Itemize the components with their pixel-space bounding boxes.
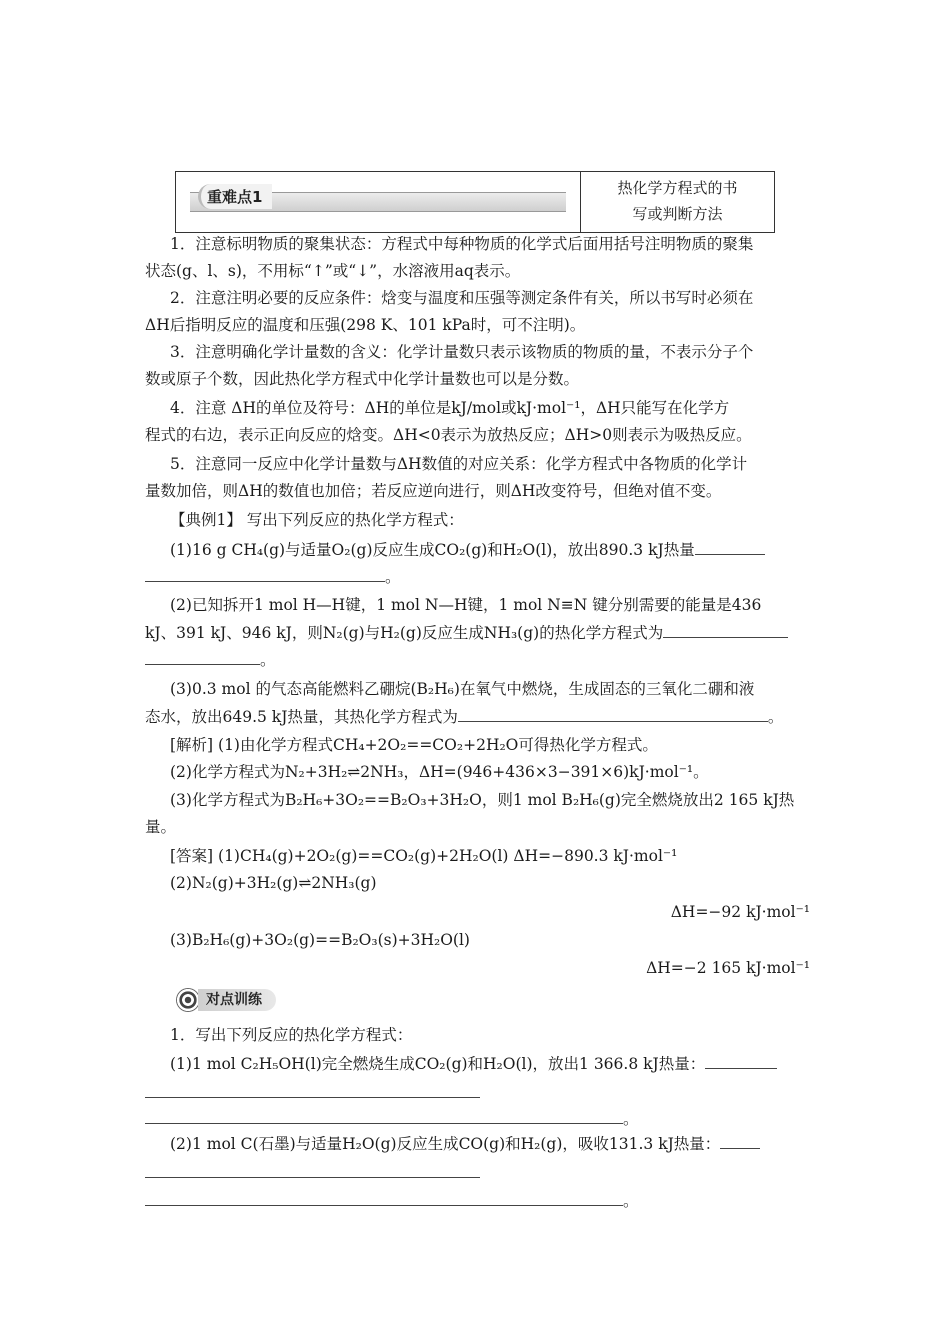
practice-q2-text: (2)1 mol C(石墨)与适量H₂O(g)反应生成CO(g)和H₂(g)，吸收131.3 kJ热量： xyxy=(170,1135,721,1153)
point-3-line-1: 3．注意明确化学计量数的含义：化学计量数只表示该物质的物质的量，不表示分子个 xyxy=(170,343,754,361)
example-intro: 【典例1】 写出下列反应的热化学方程式： xyxy=(170,511,464,529)
point-4-line-1: 4．注意 ΔH的单位及符号：ΔH的单位是kJ/mol或kJ·mol⁻¹，ΔH只能写在化学方 xyxy=(170,399,730,417)
section-badge: 重难点1 xyxy=(198,184,272,209)
analysis-line-3: (3)化学方程式为B₂H₆+3O₂==B₂O₃+3H₂O，则1 mol B₂H₆(g)完全燃烧放出2 165 kJ热 xyxy=(170,791,795,809)
section-header-box xyxy=(175,171,775,233)
example-q3-line-1: (3)0.3 mol 的气态高能燃料乙硼烷(B₂H₆)在氧气中燃烧，生成固态的三氧化二硼和液 xyxy=(170,680,755,698)
period: 。 xyxy=(767,708,784,726)
point-3-line-2: 数或原子个数，因此热化学方程式中化学计量数也可以是分数。 xyxy=(145,370,580,388)
practice-q2-blank-line-1 xyxy=(145,1160,810,1185)
answer-line-3-enthalpy: ΔH=−2 165 kJ·mol⁻¹ xyxy=(646,959,810,977)
point-5-line-2: 量数加倍，则ΔH的数值也加倍；若反应逆向进行，则ΔH改变符号，但绝对值不变。 xyxy=(145,482,722,500)
practice-q1 xyxy=(170,1051,810,1076)
analysis-line-1: [解析] (1)由化学方程式CH₄+2O₂==CO₂+2H₂O可得热化学方程式。 xyxy=(170,736,658,754)
example-q2-line-1: (2)已知拆开1 mol H—H键，1 mol N—H键，1 mol N≡N 键分别需要的能量是436 xyxy=(170,596,762,614)
target-icon xyxy=(176,988,200,1012)
answer-blank[interactable] xyxy=(145,564,385,582)
example-q3-text: 态水，放出649.5 kJ热量，其热化学方程式为 xyxy=(145,708,458,726)
example-q1 xyxy=(170,537,810,562)
period: 。 xyxy=(260,651,276,669)
practice-badge: 对点训练 xyxy=(198,989,276,1011)
answer-blank[interactable] xyxy=(145,1188,623,1206)
answer-line-1: [答案] (1)CH₄(g)+2O₂(g)==CO₂(g)+2H₂O(l) ΔH=−890.3 kJ·mol⁻¹ xyxy=(170,847,678,865)
answer-line-2: (2)N₂(g)+3H₂(g)⇌2NH₃(g) xyxy=(170,874,377,892)
answer-blank[interactable] xyxy=(705,1051,777,1069)
practice-q1-text: (1)1 mol C₂H₅OH(l)完全燃烧生成CO₂(g)和H₂O(l)，放出1 366.8 kJ热量： xyxy=(170,1055,706,1073)
section-title-line2: 写或判断方法 xyxy=(632,205,723,223)
answer-blank[interactable] xyxy=(145,1160,480,1178)
example-q1-blank-line xyxy=(145,564,810,589)
answer-blank[interactable] xyxy=(720,1131,760,1149)
example-q3-line-2 xyxy=(145,704,810,729)
practice-q2 xyxy=(170,1131,810,1156)
practice-q2-blank-line-2 xyxy=(145,1188,810,1213)
answer-line-3: (3)B₂H₆(g)+3O₂(g)==B₂O₃(s)+3H₂O(l) xyxy=(170,931,470,949)
point-1-line-1: 1．注意标明物质的聚集状态：方程式中每种物质的化学式后面用括号注明物质的聚集 xyxy=(170,235,754,253)
answer-blank[interactable] xyxy=(663,620,788,638)
practice-header xyxy=(176,987,276,1013)
answer-blank[interactable] xyxy=(145,1080,480,1098)
section-title-line1: 热化学方程式的书 xyxy=(617,179,738,197)
period: 。 xyxy=(385,568,401,586)
answer-blank[interactable] xyxy=(458,704,768,722)
practice-intro: 1．写出下列反应的热化学方程式： xyxy=(170,1026,413,1044)
period: 。 xyxy=(623,1192,639,1210)
point-1-line-2: 状态(g、l、s)，不用标“↑”或“↓”，水溶液用aq表示。 xyxy=(145,262,521,280)
section-title xyxy=(581,175,774,227)
period: 。 xyxy=(623,1110,639,1128)
answer-blank[interactable] xyxy=(695,537,765,555)
point-5-line-1: 5．注意同一反应中化学计量数与ΔH数值的对应关系：化学方程式中各物质的化学计 xyxy=(170,455,748,473)
example-q2-line-2 xyxy=(145,620,810,645)
example-q2-blank-line xyxy=(145,647,810,672)
example-q2-text: kJ、391 kJ、946 kJ，则N₂(g)与H₂(g)反应生成NH₃(g)的热化学方程式为 xyxy=(145,624,664,642)
point-4-line-2: 程式的右边，表示正向反应的焓变。ΔH<0表示为放热反应；ΔH>0则表示为吸热反应。 xyxy=(145,426,752,444)
answer-blank[interactable] xyxy=(145,1106,623,1124)
analysis-line-4: 量。 xyxy=(145,818,177,836)
point-2-line-1: 2．注意注明必要的反应条件：焓变与温度和压强等测定条件有关，所以书写时必须在 xyxy=(170,289,754,307)
point-2-line-2: ΔH后指明反应的温度和压强(298 K、101 kPa时，可不注明)。 xyxy=(145,316,586,334)
analysis-line-2: (2)化学方程式为N₂+3H₂⇌2NH₃，ΔH=(946+436×3−391×6)kJ·mol⁻¹。 xyxy=(170,763,709,781)
answer-line-2-enthalpy: ΔH=−92 kJ·mol⁻¹ xyxy=(670,903,810,921)
practice-q1-blank-line-1 xyxy=(145,1080,810,1105)
example-q1-text: (1)16 g CH₄(g)与适量O₂(g)反应生成CO₂(g)和H₂O(l)，放出890.3 kJ热量 xyxy=(170,541,695,559)
answer-blank[interactable] xyxy=(145,647,260,665)
practice-q1-blank-line-2 xyxy=(145,1106,810,1131)
